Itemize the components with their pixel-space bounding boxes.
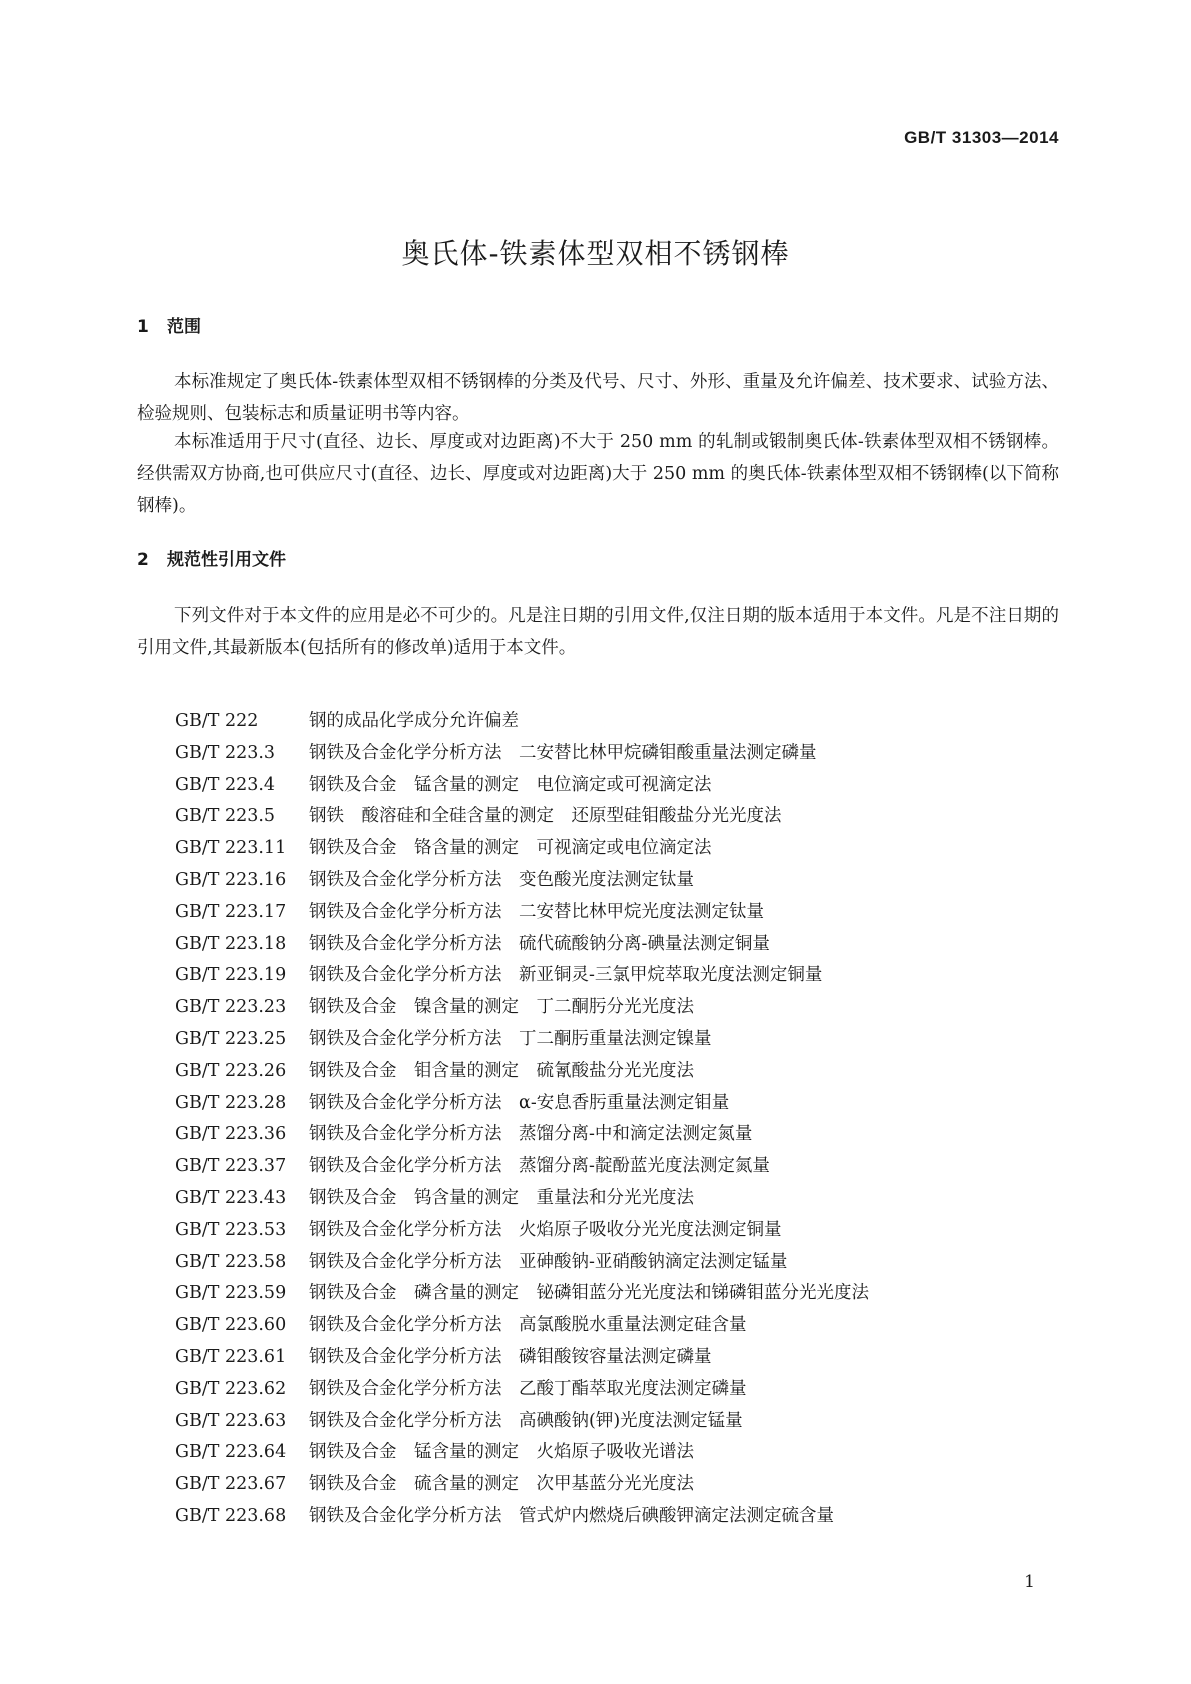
reference-title: 钢铁及合金 锰含量的测定 火焰原子吸收光谱法 bbox=[309, 1442, 694, 1463]
reference-code: GB/T 223.4 bbox=[175, 774, 276, 795]
reference-title: 钢铁及合金化学分析方法 高碘酸钠(钾)光度法测定锰量 bbox=[309, 1410, 743, 1431]
reference-title: 钢的成品化学成分允许偏差 bbox=[309, 711, 519, 731]
reference-item bbox=[175, 1342, 869, 1374]
reference-item bbox=[175, 929, 869, 961]
reference-item bbox=[175, 1024, 869, 1056]
standard-code: GB/T 31303—2014 bbox=[904, 128, 1059, 147]
section-title: 规范性引用文件 bbox=[167, 550, 286, 570]
reference-item bbox=[175, 706, 869, 738]
reference-title: 钢铁及合金化学分析方法 高氯酸脱水重量法测定硅含量 bbox=[309, 1315, 747, 1336]
reference-title: 钢铁及合金 铬含量的测定 可视滴定或电位滴定法 bbox=[309, 838, 712, 859]
reference-title: 钢铁及合金化学分析方法 亚砷酸钠-亚硝酸钠滴定法测定锰量 bbox=[309, 1251, 788, 1272]
reference-item bbox=[175, 770, 869, 802]
reference-title: 钢铁及合金化学分析方法 α-安息香肟重量法测定钼量 bbox=[309, 1092, 730, 1113]
reference-item bbox=[175, 833, 869, 865]
reference-code: GB/T 223.16 bbox=[175, 869, 287, 890]
reference-code: GB/T 223.61 bbox=[175, 1346, 287, 1367]
page-number: 1 bbox=[1024, 1572, 1035, 1592]
reference-title: 钢铁 酸溶硅和全硅含量的测定 还原型硅钼酸盐分光光度法 bbox=[309, 806, 782, 827]
section-2-heading bbox=[137, 545, 286, 570]
section-number: 2 bbox=[137, 550, 149, 570]
reference-item bbox=[175, 1437, 869, 1469]
reference-code: GB/T 223.17 bbox=[175, 901, 287, 922]
reference-item bbox=[175, 1215, 869, 1247]
section-title: 范围 bbox=[167, 317, 201, 337]
reference-code: GB/T 223.3 bbox=[175, 742, 276, 763]
normative-references-intro: 下列文件对于本文件的应用是必不可少的。凡是注日期的引用文件,仅注日期的版本适用于本文件。凡是不注日期的引用文件,其最新版本(包括所有的修改单)适用于本文件。 bbox=[137, 606, 1059, 658]
reference-title: 钢铁及合金化学分析方法 火焰原子吸收分光光度法测定铜量 bbox=[309, 1219, 782, 1240]
reference-code: GB/T 223.60 bbox=[175, 1315, 287, 1336]
reference-title: 钢铁及合金化学分析方法 丁二酮肟重量法测定镍量 bbox=[309, 1028, 712, 1049]
reference-item bbox=[175, 1501, 869, 1533]
reference-item bbox=[175, 1056, 869, 1088]
reference-code: GB/T 223.62 bbox=[175, 1378, 287, 1399]
reference-title: 钢铁及合金化学分析方法 蒸馏分离-靛酚蓝光度法测定氮量 bbox=[309, 1156, 770, 1177]
reference-item bbox=[175, 1151, 869, 1183]
reference-item bbox=[175, 865, 869, 897]
reference-title: 钢铁及合金化学分析方法 变色酸光度法测定钛量 bbox=[309, 869, 694, 890]
reference-item bbox=[175, 738, 869, 770]
reference-code: GB/T 223.19 bbox=[175, 965, 287, 986]
reference-code: GB/T 223.59 bbox=[175, 1283, 287, 1304]
reference-code: GB/T 223.68 bbox=[175, 1505, 287, 1526]
scope-paragraph-2: 本标准适用于尺寸(直径、边长、厚度或对边距离)不大于 250 mm 的轧制或锻制奥氏体-铁素体型双相不锈钢棒。经供需双方协商,也可供应尺寸(直径、边长、厚度或对边距离)大于 250 mm 的奥氏体-铁素体型双相不锈钢棒(以下简称钢棒)。 bbox=[137, 432, 1059, 516]
reference-item bbox=[175, 1183, 869, 1215]
reference-item bbox=[175, 960, 869, 992]
section-1-heading bbox=[137, 312, 201, 337]
reference-title: 钢铁及合金化学分析方法 新亚铜灵-三氯甲烷萃取光度法测定铜量 bbox=[309, 965, 823, 986]
reference-title: 钢铁及合金 磷含量的测定 铋磷钼蓝分光光度法和锑磷钼蓝分光光度法 bbox=[309, 1283, 869, 1304]
reference-code: GB/T 223.43 bbox=[175, 1187, 287, 1208]
reference-item bbox=[175, 1119, 869, 1151]
reference-list bbox=[175, 706, 869, 1533]
reference-title: 钢铁及合金化学分析方法 乙酸丁酯萃取光度法测定磷量 bbox=[309, 1378, 747, 1399]
reference-title: 钢铁及合金 硫含量的测定 次甲基蓝分光光度法 bbox=[309, 1474, 694, 1495]
reference-code: GB/T 223.36 bbox=[175, 1124, 287, 1145]
reference-item bbox=[175, 897, 869, 929]
reference-title: 钢铁及合金化学分析方法 二安替比林甲烷光度法测定钛量 bbox=[309, 901, 764, 922]
reference-title: 钢铁及合金 镍含量的测定 丁二酮肟分光光度法 bbox=[309, 997, 694, 1018]
reference-code: GB/T 223.58 bbox=[175, 1251, 287, 1272]
reference-title: 钢铁及合金化学分析方法 硫代硫酸钠分离-碘量法测定铜量 bbox=[309, 933, 770, 954]
reference-title: 钢铁及合金 钨含量的测定 重量法和分光光度法 bbox=[309, 1187, 694, 1208]
reference-code: GB/T 223.53 bbox=[175, 1219, 287, 1240]
reference-code: GB/T 223.28 bbox=[175, 1092, 287, 1113]
reference-title: 钢铁及合金 锰含量的测定 电位滴定或可视滴定法 bbox=[309, 774, 712, 795]
reference-item bbox=[175, 1247, 869, 1279]
reference-code: GB/T 223.63 bbox=[175, 1410, 287, 1431]
reference-code: GB/T 223.26 bbox=[175, 1060, 287, 1081]
reference-code: GB/T 223.67 bbox=[175, 1474, 287, 1495]
reference-item bbox=[175, 1374, 869, 1406]
reference-code: GB/T 223.64 bbox=[175, 1442, 287, 1463]
reference-item bbox=[175, 992, 869, 1024]
reference-code: GB/T 223.25 bbox=[175, 1028, 287, 1049]
section-number: 1 bbox=[137, 317, 149, 337]
reference-title: 钢铁及合金 钼含量的测定 硫氰酸盐分光光度法 bbox=[309, 1060, 694, 1081]
reference-item bbox=[175, 801, 869, 833]
reference-code: GB/T 223.11 bbox=[175, 838, 287, 859]
reference-code: GB/T 223.37 bbox=[175, 1156, 287, 1177]
reference-item bbox=[175, 1278, 869, 1310]
reference-code: GB/T 223.18 bbox=[175, 933, 287, 954]
reference-title: 钢铁及合金化学分析方法 蒸馏分离-中和滴定法测定氮量 bbox=[309, 1124, 753, 1145]
reference-code: GB/T 223.23 bbox=[175, 997, 287, 1018]
scope-paragraph-1: 本标准规定了奥氏体-铁素体型双相不锈钢棒的分类及代号、尺寸、外形、重量及允许偏差、技术要求、试验方法、检验规则、包装标志和质量证明书等内容。 bbox=[137, 372, 1059, 424]
reference-item bbox=[175, 1469, 869, 1501]
reference-item bbox=[175, 1310, 869, 1342]
reference-code: GB/T 222 bbox=[175, 711, 259, 731]
reference-title: 钢铁及合金化学分析方法 磷钼酸铵容量法测定磷量 bbox=[309, 1346, 712, 1367]
document-title: 奥氏体-铁素体型双相不锈钢棒 bbox=[401, 237, 790, 270]
reference-title: 钢铁及合金化学分析方法 二安替比林甲烷磷钼酸重量法测定磷量 bbox=[309, 742, 817, 763]
reference-item bbox=[175, 1406, 869, 1438]
reference-title: 钢铁及合金化学分析方法 管式炉内燃烧后碘酸钾滴定法测定硫含量 bbox=[309, 1505, 834, 1526]
reference-item bbox=[175, 1088, 869, 1120]
reference-code: GB/T 223.5 bbox=[175, 806, 276, 827]
